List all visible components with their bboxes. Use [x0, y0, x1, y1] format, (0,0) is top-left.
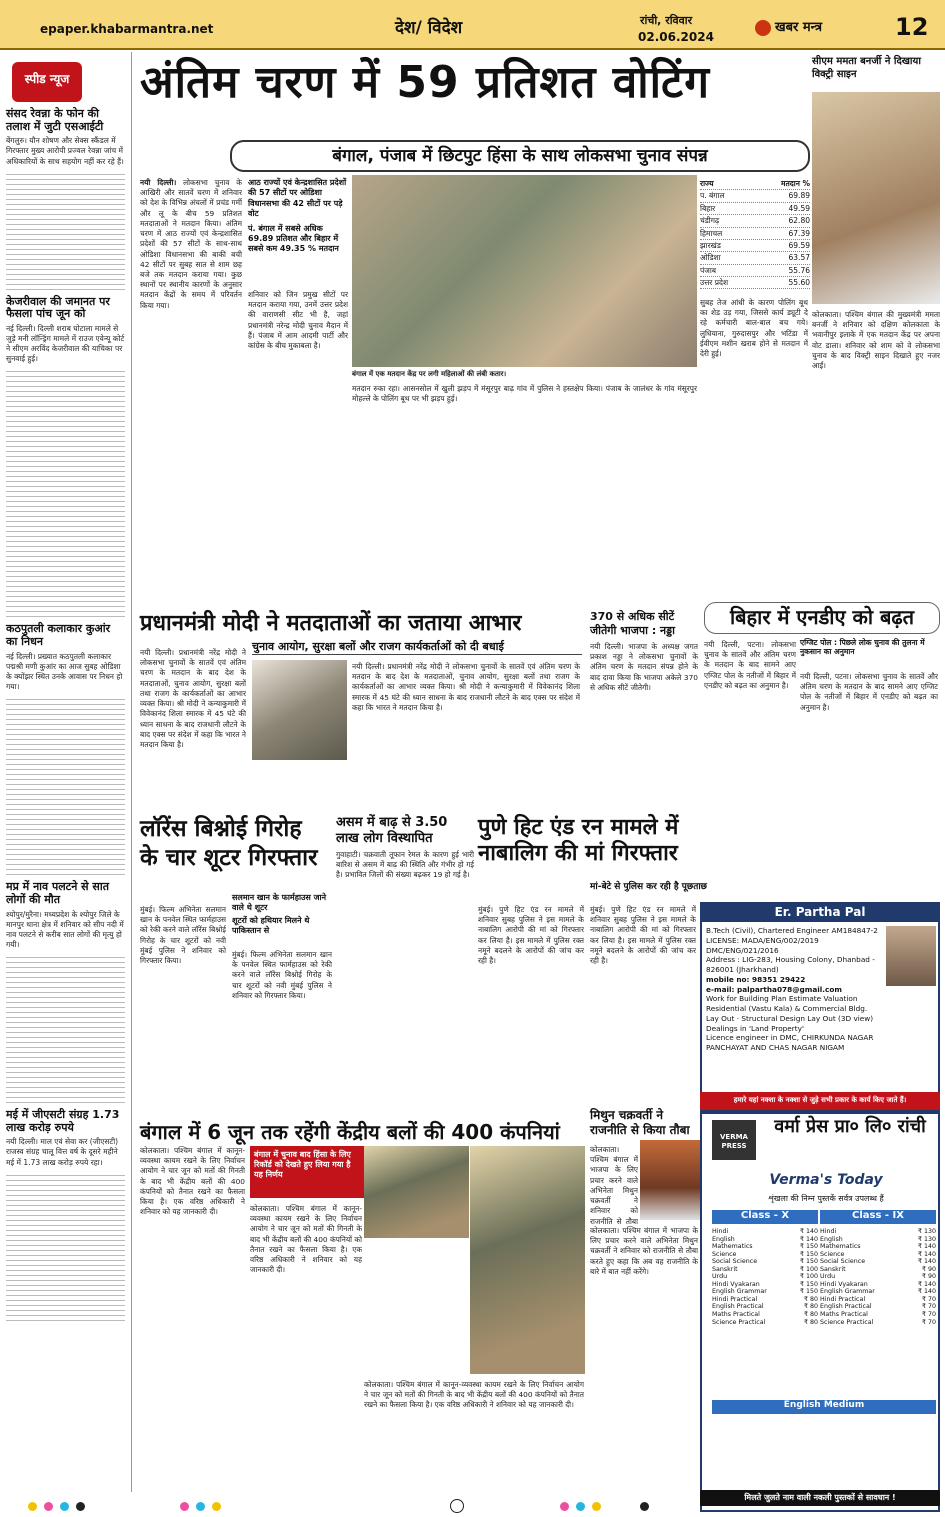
lead-photo-caption: बंगाल में एक मतदान केंद्र पर लगी महिलाओं की लंबी कतार। — [352, 370, 507, 378]
bishnoi-body-cont: मुंबई। फिल्म अभिनेता सलमान खान के पनवेल स्थित फार्महाउस को रेकी करने वाले लॉरेंस बिश्नोई गिरोह के चार शूटरों को नवी मुंबई पुलिस ने शनिवार को गिरफ्तार किया। — [232, 950, 332, 1000]
table-row: हिमाचल 67.39 — [700, 228, 810, 240]
mamata-victory-photo — [812, 92, 940, 304]
brief-headline: संसद रेवन्ना के फोन की तलाश में जुटी एसआईटी — [6, 107, 104, 133]
bengal-forces-body-bottom: कोलकाता। पश्चिम बंगाल में कानून-व्यवस्था कायम रखने के लिए निर्वाचन आयोग ने चार जून को मतों की गिनती के बाद भी केंद्रीय बलों की 400 कंपनियों को तैनात रखने का फैसला किया है। एक वरिष्ठ अधिकारी ने शनिवार को यह जानकारी दी। — [364, 1380, 584, 1410]
bihar-subheadline: एग्जिट पोल : पिछले लोक चुनाव की तुलना में नुकसान का अनुमान — [800, 638, 925, 657]
brief-headline: कठपुतली कलाकार कुआंर का निधन — [6, 622, 111, 649]
verma-tagline: शृंखला की निम्न पुस्तकें सर्वत्र उपलब्ध हैं — [768, 1194, 884, 1203]
table-row: झारखंड 69.59 — [700, 240, 810, 252]
brief-body: श्योपुर/मुरैना। मध्यप्रदेश के श्योपुर जिले के मानपुर थाना क्षेत्र में शनिवार को सीप नदी में नाव पलटने से करीब सात लोगों की मृत्यु हो गयी। — [6, 909, 124, 949]
lead-bullets — [248, 178, 348, 255]
pm-headline: प्रधानमंत्री मोदी ने मतदाताओं का जताया आभार — [140, 611, 522, 636]
ad-line: B.Tech (Civil), Chartered Engineer AM184847-2 — [706, 926, 878, 935]
brief-story — [6, 881, 125, 1103]
table-row: चंडीगढ़ 62.80 — [700, 215, 810, 227]
brief-headline: केजरीवाल की जमानत पर फैसला पांच जून को — [6, 294, 110, 321]
ad-line: Licence engineer in DMC, CHIRKUNDA NAGAR PANCHAYAT AND CHAS NAGAR NIGAM — [706, 1033, 874, 1053]
page-number: 12 — [895, 13, 929, 41]
brief-story — [6, 296, 125, 618]
lead-body-col4: सुबह तेज आंधी के कारण पोलिंग बूथ का शेड उड़ गया, जिससे कार्य ड्यूटी दे रहे कर्मचारी बाल-बाल बच गये। लुधियाना, गुरुदासपुर और भटिंडा में ईवीएम मशीन खराब होने से मतदान में देरी हुई। — [700, 298, 808, 359]
lead-dateline: नयी दिल्ली। — [140, 178, 177, 187]
column-percent: मतदान % — [781, 179, 810, 188]
engineer-ad-title: Er. Partha Pal — [700, 902, 940, 922]
brief-body: नई दिल्ली। प्रख्यात कठपुतली कलाकार पद्मश्री मणी कुआंर का आज सुबह ओडिशा के क्योंझर स्थित उनके आवास पर निधन हो गया। — [6, 651, 123, 692]
bishnoi-bullet: सलमान खान के फार्महाउस जाने वाले थे शूटर — [232, 893, 327, 912]
mithun-body-cont: कोलकाता। पश्चिम बंगाल में भाजपा के लिए प्रचार करने वाले अभिनेता मिथुन चक्रवर्ती ने शनिवार को राजनीति से तौबा करते हुए कहा कि अब वह राजनीति के बारे में बात नहीं करेंगे। — [590, 1226, 698, 1276]
book-row: Sanskrit ₹ 90 — [820, 1265, 936, 1273]
book-row: Mathematics ₹ 150 — [712, 1243, 818, 1251]
cm-headline: सीएम ममता बनर्जी ने दिखाया विक्ट्री साइन — [812, 56, 921, 80]
mithun-body: कोलकाता। पश्चिम बंगाल में भाजपा के लिए प्रचार करने वाले अभिनेता मिथुन चक्रवर्ती ने शनिवार को राजनीति से तौबा — [590, 1145, 638, 1225]
pune-bullet: मां-बेटे से पुलिस कर रही है पूछताछ — [590, 882, 707, 892]
book-row: Hindi Vyakaran ₹ 140 — [820, 1280, 936, 1288]
book-row: Hindi Practical ₹ 80 — [712, 1295, 818, 1303]
brief-story — [6, 1109, 125, 1321]
ad-line: LICENSE: MADA/ENG/002/2019 DMC/ENG/021/2016 — [706, 935, 819, 955]
verma-footer: मिलते जुलते नाम वाली नकली पुस्तकों से सावधान ! — [700, 1490, 940, 1506]
book-row: English ₹ 130 — [820, 1235, 936, 1243]
pune-body-cont: मुंबई। पुणे हिट एंड रन मामले में शनिवार सुबह पुलिस ने इस मामले के नाबालिग आरोपी की मां को गिरफ्तार कर लिया है। इस मामले में पुलिस रक्त नमूने बदलने के आरोपों की जांच कर रही है। — [590, 905, 696, 966]
lead-body-text: लोकसभा चुनाव के आखिरी और सातवें चरण में शनिवार को देश के विभिन्न अंचलों में प्रचंड गर्मी और लू के बीच 59 प्रतिशत मतदाताओं ने मतदान किया। अंतिम चरण में आठ राज्यों एवं केन्द्रशासित प्रदेशों की 57 सीटों के साथ-साथ ओडिशा विधानसभा की बाकी बची 42 सीटों पर सुबह सात से शाम छह बजे तक मतदान कराया गया। कुछ स्थानों पर स्थानीय कारणों के अनुसार मतदान केंद्रों के समय में परिवर्तन किया गया। — [140, 178, 242, 310]
brief-story — [6, 623, 125, 875]
table-row: पंजाब 55.76 — [700, 265, 810, 277]
nadda-body: नयी दिल्ली। भाजपा के अध्यक्ष जगत प्रकाश नड्डा ने लोकसभा चुनावों के अंतिम चरण के मतदान संपन्न होने के बाद दावा किया कि भाजपा अकेले 370 से अधिक सीटें जीतेगी। — [590, 642, 698, 692]
nadda-headline: 370 से अधिक सीटें जीतेगी भाजपा : नड्डा — [590, 610, 675, 637]
text-block — [6, 1171, 125, 1321]
modi-photo — [252, 660, 347, 760]
lead-body-col1 — [140, 178, 242, 603]
bengal-forces-bar: बंगाल में चुनाव बाद हिंसा के लिए रिकॉर्ड को देखते हुए लिया गया है यह निर्णय — [250, 1146, 365, 1198]
brief-body: नई दिल्ली। दिल्ली शराब घोटाला मामले से जुड़े मनी लॉन्ड्रिंग मामले में राउज एवेन्यू कोर्ट ने सीएम अरविंद केजरीवाल की याचिका पर सुनवाई हुई। — [6, 323, 125, 364]
book-row: English Practical ₹ 70 — [820, 1303, 936, 1311]
verma-press-title: वर्मा प्रेस प्रा० लि० रांची — [774, 1116, 926, 1137]
class-ix-book-list — [820, 1228, 936, 1326]
mithun-photo — [640, 1140, 700, 1220]
table-row: बिहार 49.59 — [700, 203, 810, 215]
engineer-ad-footer: हमारे यहां नक्शा के नक्शा से जुड़े सभी प्रकार के कार्य किए जाते हैं। — [700, 1092, 940, 1110]
book-row: Maths Practical ₹ 70 — [820, 1311, 936, 1319]
table-row: उत्तर प्रदेश 55.60 — [700, 277, 810, 289]
ad-line: Address : LIG-283, Housing Colony, Dhanbad - 826001 (Jharkhand) — [706, 955, 875, 975]
book-row: Science ₹ 140 — [820, 1250, 936, 1258]
class-x-label: Class - X — [712, 1210, 818, 1224]
masthead-bar — [0, 0, 945, 50]
page-footer-registration-marks — [0, 1496, 700, 1517]
mithun-headline: मिथुन चक्रवर्ती ने राजनीति से किया तौबा — [590, 1108, 690, 1137]
book-row: Hindi Vyakaran ₹ 150 — [712, 1280, 818, 1288]
bishnoi-headline: लॉरेंस बिश्नोई गिरोह के चार शूटर गिरफ्तार — [140, 816, 318, 871]
verma-press-logo: VERMA PRESS — [712, 1120, 756, 1160]
book-row: Science ₹ 150 — [712, 1250, 818, 1258]
class-x-book-list — [712, 1228, 818, 1326]
polling-queue-photo — [352, 175, 697, 367]
brief-headline: मई में जीएसटी संग्रह 1.73 लाख करोड़ रुपये — [6, 1108, 120, 1134]
book-row: Science Practical ₹ 70 — [820, 1318, 936, 1326]
text-block — [6, 170, 125, 290]
book-row: Mathematics ₹ 140 — [820, 1243, 936, 1251]
bihar-body-cont: नयी दिल्ली, पटना। लोकसभा चुनाव के सातवें और अंतिम चरण के मतदान के बाद सामने आए एग्जिट पोल के नतीजों में बिहार में एनडीए को बढ़त का अनुमान है। — [800, 672, 938, 712]
engineer-ad-body — [706, 926, 882, 1053]
ad-email[interactable]: e-mail: palpartha078@gmail.com — [706, 984, 842, 994]
book-row: Hindi Practical ₹ 70 — [820, 1295, 936, 1303]
book-row: Social Science ₹ 150 — [712, 1258, 818, 1266]
lead-bullet: आठ राज्यों एवं केन्द्रशासित प्रदेशों की 57 सीटों पर ओडिशा विधानसभा की 42 सीटों पर पड़े वोट — [248, 178, 347, 219]
text-block — [6, 953, 125, 1103]
book-row: Social Science ₹ 140 — [820, 1258, 936, 1266]
forces-photo-large — [470, 1146, 585, 1374]
lead-bullet: पं. बंगाल में सबसे अधिक 69.89 प्रतिशत और बिहार में सबसे कम 49.35 % मतदान — [248, 223, 339, 254]
text-block — [6, 695, 125, 875]
engineer-photo — [886, 926, 936, 986]
bihar-headline: बिहार में एनडीए को बढ़त — [704, 602, 940, 634]
verma-today-brand: Verma's Today — [769, 1172, 883, 1188]
book-row: Hindi ₹ 130 — [820, 1228, 936, 1235]
bengal-forces-headline: बंगाल में 6 जून तक रहेंगी केंद्रीय बलों की 400 कंपनियां — [140, 1120, 560, 1144]
cm-body: कोलकाता। पश्चिम बंगाल की मुख्यमंत्री ममता बनर्जी ने शनिवार को दक्षिण कोलकाता के भवानीपुर इलाके में एक मतदान केंद्र पर अपना वोट डाला। शनिवार को शाम को वे लोकसभा चुनाव के बाद विक्ट्री साइन दिखाते हुए नजर आईं। — [812, 310, 940, 371]
epaper-url[interactable]: epaper.khabarmantra.net — [40, 22, 214, 36]
ad-line: Work for Building Plan Estimate Valuation Residential (Vastu Kala) & Commercial Bldg. Lay Out · Structural Design Lay Out (3D view) Dealings in 'Land Property' — [706, 994, 874, 1033]
brand-logo-icon — [755, 20, 771, 36]
lead-headline: अंतिम चरण में 59 प्रतिशत वोटिंग — [140, 57, 711, 108]
lead-subheadline: बंगाल, पंजाब में छिटपुट हिंसा के साथ लोकसभा चुनाव संपन्न — [230, 140, 810, 172]
bengal-forces-body-cont: कोलकाता। पश्चिम बंगाल में कानून-व्यवस्था कायम रखने के लिए निर्वाचन आयोग ने चार जून को मतों की गिनती के बाद भी केंद्रीय बलों की 400 कंपनियों को तैनात रखने का फैसला किया है। एक वरिष्ठ अधिकारी ने शनिवार को यह जानकारी दी। — [250, 1204, 362, 1275]
text-block — [6, 367, 125, 617]
forces-photo-small — [364, 1146, 469, 1238]
table-header — [700, 178, 810, 190]
bishnoi-bullet: शूटरों को हथियार मिलने थे पाकिस्तान से — [232, 916, 310, 935]
lead-body-col2: शनिवार को जिन प्रमुख सीटों पर मतदान कराया गया, उनमें उत्तर प्रदेश की वाराणसी सीट भी है, जहां प्रधानमंत्री नरेन्द्र मोदी चुनाव मैदान में हैं। पंजाब में आम आदमी पार्टी और कांग्रेस के बीच मुकाबला है। — [248, 290, 348, 351]
dateline-date: 02.06.2024 — [638, 30, 714, 44]
bishnoi-body: मुंबई। फिल्म अभिनेता सलमान खान के पनवेल स्थित फार्महाउस को रेकी करने वाले लॉरेंस बिश्नोई गिरोह के चार शूटरों को नवी मुंबई पुलिस ने शनिवार को गिरफ्तार किया। — [140, 905, 226, 966]
dateline-place: रांची, रविवार — [640, 14, 693, 27]
pm-subheadline: चुनाव आयोग, सुरक्षा बलों और राजग कार्यकर्ताओं को दी बधाई — [252, 640, 582, 655]
book-row: English ₹ 140 — [712, 1235, 818, 1243]
ad-phone[interactable]: mobile no: 98351 29422 — [706, 974, 806, 984]
brand-name: खबर मन्त्र — [775, 20, 823, 35]
table-row: प. बंगाल 69.89 — [700, 190, 810, 202]
pm-body: नयी दिल्ली। प्रधानमंत्री नरेंद्र मोदी ने लोकसभा चुनावों के सातवें एवं अंतिम चरण के मतदान के बाद देश के मतदाताओं, चुनाव आयोग, सुरक्षा बलों तथा राजग के कार्यकर्ताओं का आभार व्यक्त किया। श्री मोदी ने कन्याकुमारी में विवेकानंद शिला स्मारक में 45 घंटे की ध्यान साधना के बाद राजधानी लौटने के बाद एक्स पर संदेश में कहा कि भारत ने मतदान किया है। — [140, 648, 246, 749]
crosshair-icon — [450, 1499, 464, 1513]
book-row: Urdu ₹ 90 — [820, 1273, 936, 1281]
brief-headline: मप्र में नाव पलटने से सात लोगों की मौत — [6, 880, 109, 906]
state-turnout-table — [700, 178, 810, 289]
book-row: Hindi ₹ 140 — [712, 1228, 818, 1235]
book-row: Sanskrit ₹ 100 — [712, 1265, 818, 1273]
assam-body: गुवाहाटी। चक्रवाती तूफान रेमल के कारण हुई भारी बारिश से असम में बाढ़ की स्थिति और गंभीर हो गई है। प्रभावित जिलों की संख्या बढ़कर 19 हो गई है। — [336, 850, 474, 880]
book-row: English Grammar ₹ 140 — [820, 1288, 936, 1296]
pune-headline: पुणे हिट एंड रन मामले में नाबालिग की मां गिरफ्तार — [478, 815, 679, 867]
bengal-forces-body: कोलकाता। पश्चिम बंगाल में कानून-व्यवस्था कायम रखने के लिए निर्वाचन आयोग ने चार जून को मतों की गिनती के बाद भी केंद्रीय बलों की 400 कंपनियों को तैनात रखने का फैसला किया है। एक वरिष्ठ अधिकारी ने शनिवार को यह जानकारी दी। — [140, 1146, 245, 1217]
column-state: राज्य — [700, 179, 714, 188]
book-row: Science Practical ₹ 80 — [712, 1318, 818, 1326]
bihar-body: नयी दिल्ली, पटना। लोकसभा चुनाव के सातवें और अंतिम चरण के मतदान के बाद सामने आए एग्जिट पोल के नतीजों में बिहार में एनडीए को बढ़त का अनुमान है। — [704, 640, 796, 690]
class-ix-label: Class - IX — [820, 1210, 936, 1224]
book-row: English Practical ₹ 80 — [712, 1303, 818, 1311]
brief-body: नयी दिल्ली। माल एवं सेवा कर (जीएसटी) राजस्व संग्रह चालू वित्त वर्ष के दूसरे महीने मई में 1.73 लाख करोड़ रुपये रहा। — [6, 1137, 119, 1167]
bishnoi-bullets — [232, 893, 332, 936]
lead-body-col3: मतदान रुका रहा। आसनसोल में खुली झड़प में मंसूरपुर बाढ़ गांव में पुलिस ने हस्तक्षेप किया। पंजाब के जालंधर के गांव मंसूरपुर मोहल्ले के पोलिंग बूथ पर भी झड़प हुई। — [352, 384, 697, 404]
book-row: Maths Practical ₹ 80 — [712, 1311, 818, 1319]
table-row: ओडिशा 63.57 — [700, 252, 810, 264]
pm-body-cont: नयी दिल्ली। प्रधानमंत्री नरेंद्र मोदी ने लोकसभा चुनावों के सातवें एवं अंतिम चरण के मतदान के बाद देश के मतदाताओं, चुनाव आयोग, सुरक्षा बलों तथा राजग के कार्यकर्ताओं का आभार व्यक्त किया। श्री मोदी ने कन्याकुमारी में विवेकानंद शिला स्मारक में 45 घंटे की ध्यान साधना के बाद राजधानी लौटने के बाद एक्स पर संदेश में कहा कि भारत ने मतदान किया है। — [352, 662, 580, 712]
brief-body: बेंगलुरु। यौन शोषण और सेक्स स्कैंडल में गिरफ्तार मुख्य आरोपी प्रज्वल रेवन्ना जांच में अधिकारियों के साथ सहयोग नहीं कर रहे हैं। — [6, 136, 124, 166]
speed-news-column — [0, 52, 132, 1492]
brief-story — [6, 108, 125, 290]
book-row: English Grammar ₹ 150 — [712, 1288, 818, 1296]
english-medium-label: English Medium — [712, 1400, 936, 1414]
book-row: Urdu ₹ 100 — [712, 1273, 818, 1281]
assam-headline: असम में बाढ़ से 3.50 लाख लोग विस्थापित — [336, 815, 448, 847]
speed-news-badge: स्पीड न्यूज — [12, 62, 82, 102]
section-title: देश/ विदेश — [395, 18, 463, 38]
pune-body: मुंबई। पुणे हिट एंड रन मामले में शनिवार सुबह पुलिस ने इस मामले के नाबालिग आरोपी की मां को गिरफ्तार कर लिया है। इस मामले में पुलिस रक्त नमूने बदलने के आरोपों की जांच कर रही है। — [478, 905, 584, 966]
